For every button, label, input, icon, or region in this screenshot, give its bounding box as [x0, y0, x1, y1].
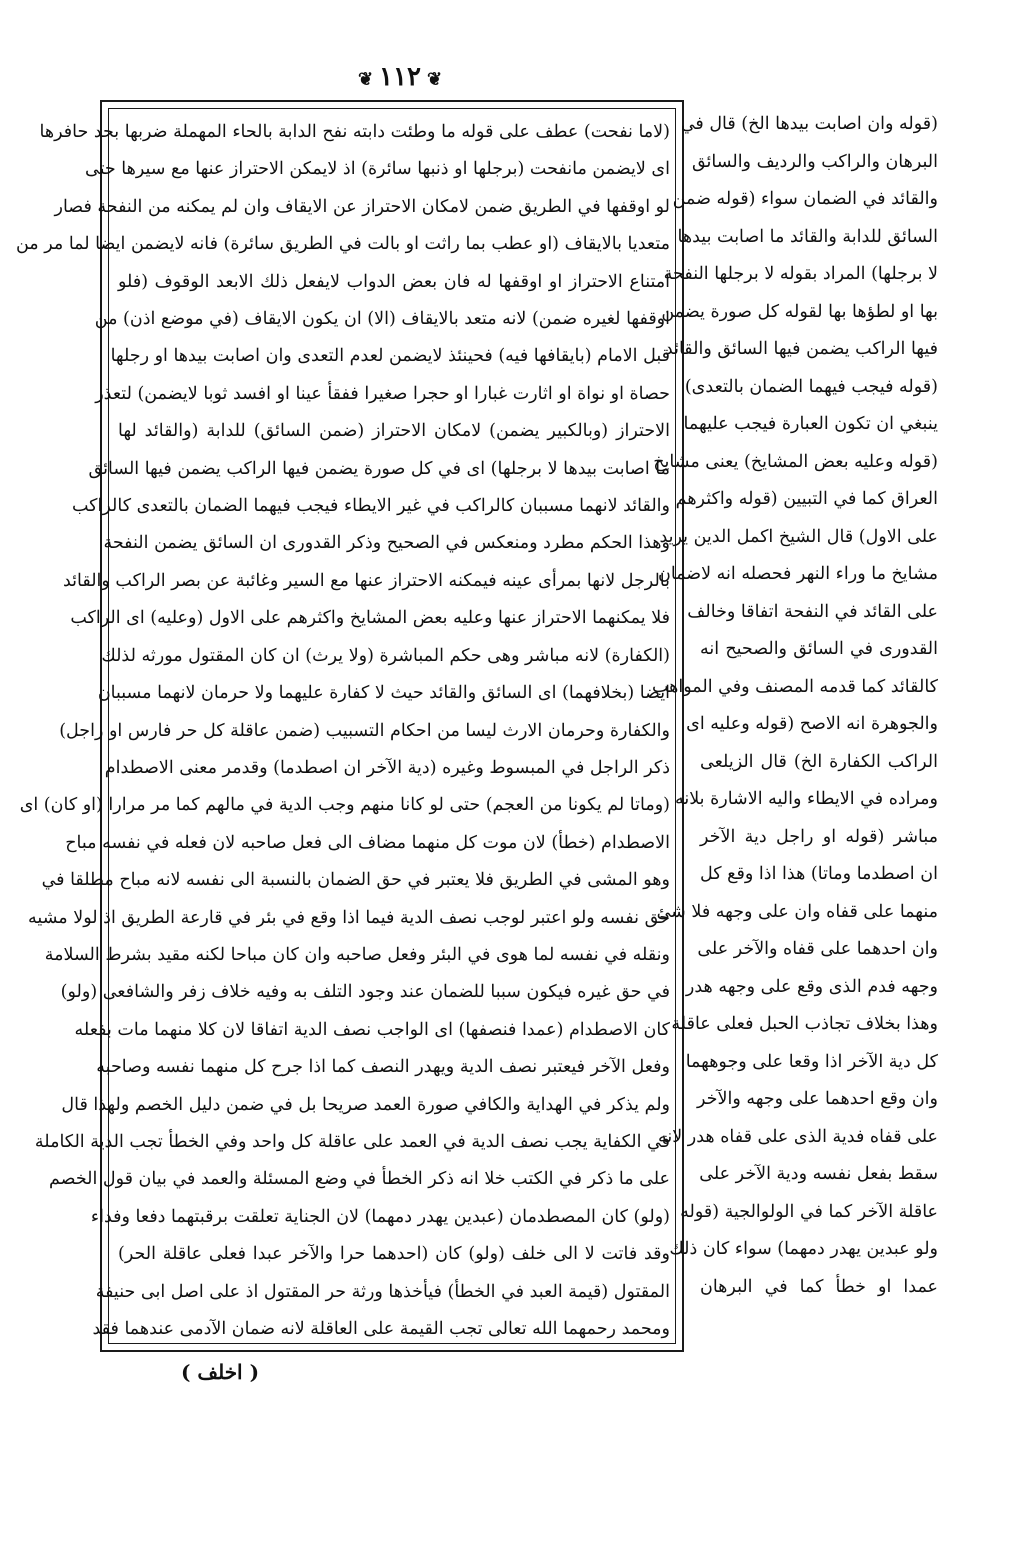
main-text-line: ونقله في نفسه لما هوى في البئر وفعل صاحبه وان كان مباحا لكنه مقيد بشرط السلامة — [44, 944, 670, 965]
main-text-line: ومحمد رحمهما الله تعالى تجب القيمة على العاقلة لانه ضمان الآدمى عندهما فقد — [92, 1319, 670, 1339]
marginal-text-line: ان اصطدما وماتا) هذا اذا وقع كل — [700, 864, 938, 884]
main-text-line: والقائد لانهما مسببان كالراكب في غير الايطاء فيجب فيهما الضمان بالتعدى كالراكب — [72, 496, 670, 517]
main-text-line: ذكر الراجل في المبسوط وغيره (دية الآخر ان اصطدما) وقدمر معنى الاصطدام — [104, 757, 670, 778]
main-text-column — [15, 114, 670, 1339]
marginal-text-line: وان احدهما على قفاه والآخر على — [697, 939, 938, 959]
main-text-line: (ولو) كان المصطدمان (عبدين يهدر دمهما) لان الجناية تعلقت برقبتهما دفعا وفداء — [90, 1206, 670, 1227]
marginal-text-line: سقط بفعل نفسه ودية الآخر على — [699, 1164, 938, 1184]
marginal-text-line: البرهان والراكب والرديف والسائق — [691, 151, 938, 172]
marginal-text-line: (قوله وعليه بعض المشايخ) يعنى مشايخ — [653, 451, 938, 472]
marginal-text-line: على قفاه فدية الذى على قفاه هدر لانه — [658, 1126, 938, 1147]
main-text-line: والكفارة وحرمان الارث ليسا من احكام التسبيب (ضمن عاقلة كل حر فارس او راجل) — [59, 720, 670, 741]
marginal-text-line: القدورى في السائق والصحيح انه — [700, 639, 938, 659]
main-text-line: على ما ذكر في الكتب خلا انه ذكر الخطأ في وضع المسئلة والعمد في بيان قول الخصم — [49, 1169, 670, 1190]
main-text-line: لو اوقفها في الطريق ضمن لامكان الاحتراز عن الايقاف وان لم يمكنه من النفحة فصار — [54, 196, 670, 217]
marginal-text-line: عاقلة الآخر كما في الولوالجية (قوله — [680, 1201, 938, 1222]
main-text-line: متعديا بالايقاف (او عطب بما راثت او بالت في الطريق سائرة) فانه لايضمن ايضا لما مر من — [15, 234, 670, 255]
marginal-text-line: منهما على قفاه وان على وجهه فلا شئ — [656, 901, 938, 922]
main-text-line: ايضا (بخلافهما) اى السائق والقائد حيث لا كفارة عليهما ولا حرمان لانهما مسببان — [97, 683, 670, 704]
marginal-text-line: (قوله فيجب فيهما الضمان بالتعدى) — [684, 376, 938, 397]
main-text-line: ولم يذكر في الهداية والكافي صورة العمد صريحا بل في ضمن دليل الخصم ولهذا قال — [61, 1094, 670, 1115]
marginal-text-line: على القائد في النفحة اتفاقا وخالف — [687, 601, 938, 622]
marginal-text-line: وان وقع احدهما على وجهه والآخر — [697, 1089, 938, 1109]
marginal-text-line: ومراده في الايطاء واليه الاشارة بلانه — [674, 789, 938, 809]
marginal-text-line: كالقائد كما قدمه المصنف وفي المواهب — [651, 676, 938, 697]
ornament-left-icon: ❦ — [426, 69, 443, 90]
main-text-line: في الكفاية يجب نصف الدية في العمد على عاقلة كل واحد وفي الخطأ تجب الدية الكاملة — [34, 1131, 670, 1152]
page-number — [300, 62, 500, 92]
main-text-line: (وماتا لم يكونا من العجم) حتى لو كانا منهم وجب الدية في مالهم كما مر مرارا (او كان) اى — [19, 795, 670, 816]
main-text-line: امتناع الاحتراز او اوقفها له فان بعض الدواب لايفعل ذلك الابعد الوقوف (فلو — [118, 271, 670, 292]
main-text-line: (لاما نفحت) عطف على قوله ما وطئت دابته نفح الدابة بالحاء المهملة ضربها بحد حافرها — [39, 122, 670, 142]
marginal-text-line: (قوله وان اصابت بيدها الخ) قال في — [680, 114, 938, 134]
marginal-text-line: الراكب الكفارة الخ) قال الزيلعى — [700, 751, 938, 772]
marginal-text-line: على الاول) قال الشيخ اكمل الدين يريد — [659, 526, 938, 547]
marginal-text-line: والجوهرة انه الاصح (قوله وعليه اى — [686, 714, 938, 734]
marginal-text-line: السائق للدابة والقائد ما اصابت بيدها — [677, 226, 938, 247]
marginal-text-line: لا برجلها) المراد بقوله لا برجلها النفحة — [663, 264, 938, 284]
main-text-line: وهذا الحكم مطرد ومنعكس في الصحيح وذكر القدورى ان السائق يضمن النفحة — [103, 533, 670, 554]
main-text-line: ما اصابت بيدها لا برجلها) اى في كل صورة يضمن فيها الراكب يضمن فيها السائق — [88, 458, 670, 479]
marginal-commentary-column — [651, 106, 938, 1297]
main-text-line: كان الاصطدام (عمدا فنصفها) اى الواجب نصف الدية اتفاقا لان كلا منهما مات بفعله — [74, 1019, 670, 1040]
marginal-text-line: بها او لطؤها بها لقوله كل صورة يضمن — [661, 301, 938, 322]
main-text-line: فلا يمكنهما الاحتراز عنها وعليه بعض المشايخ واكثرهم على الاول (وعليه) اى الراكب — [70, 608, 670, 629]
marginal-text-line: ينبغي ان تكون العبارة فيجب عليهما — [683, 414, 938, 434]
marginal-text-line: ولو عبدين يهدر دمهما) سواء كان ذلك — [669, 1239, 938, 1259]
marginal-text-line: عمدا او خطأ كما في البرهان — [700, 1276, 938, 1297]
ornament-right-icon: ❦ — [357, 69, 374, 90]
marginal-text-line: العراق كما في التبيين (قوله واكثرهم — [675, 489, 938, 509]
page-number-text: ١١٢ — [379, 62, 421, 92]
main-text-line: وفعل الآخر فيعتبر نصف الدية ويهدر النصف كما اذا جرح كل منهما نفسه وصاحبه — [96, 1057, 670, 1078]
main-text-line: الاحتراز (وبالكبير يضمن) لامكان الاحتراز (ضمن السائق) للدابة (والقائد لها — [118, 421, 670, 442]
main-text-line: اى لايضمن مانفحت (برجلها او ذنبها سائرة) اذ لايمكن الاحتراز عنها مع سيرها حتى — [85, 159, 670, 180]
marginal-text-line: وجهه فدم الذى وقع على وجهه هدر — [685, 976, 938, 997]
main-text-line: وهو المشى في الطريق فلا يعتبر في حق الضمان بالنسبة الى نفسه لانه مباح مطلقا في — [41, 870, 670, 891]
marginal-text-line: والقائد في الضمان سواء (قوله ضمن — [672, 189, 938, 209]
marginal-text-line: مشايخ ما وراء النهر فحصله انه لاضمان — [657, 564, 938, 584]
main-text-line: (الكفارة) لانه مباشر وهى حكم المباشرة (ولا يرث) ان كان المقتول مورثه لذلك — [101, 645, 670, 666]
main-text-line: قبل الامام (بايقافها فيه) فحينئذ لايضمن لعدم التعدى وان اصابت بيدها او رجلها — [110, 346, 670, 367]
main-text-line: الاصطدام (خطأ) لان موت كل منهما مضاف الى فعل صاحبه لان فعله في نفسه مباح — [65, 832, 670, 853]
main-text-line: حصاة او نواة او اثارت غبارا او حجرا صغيرا ففقأ عينا او افسد ثوبا لايضمن) لتعذر — [95, 383, 670, 404]
main-text-line: بالرجل لانها بمرأى عينه فيمكنه الاحتراز عنها مع السير وغائبة عن بصر الراكب والقائد — [62, 570, 670, 591]
main-text-line: في حق غيره فيكون سببا للضمان عند وجود التلف به وفيه خلاف زفر والشافعى (ولو) — [60, 982, 670, 1003]
marginal-text-line: فيها الراكب يضمن فيها السائق والقائد — [664, 339, 938, 359]
main-text-line: وقد فاتت لا الى خلف (ولو) كان (احدهما حرا والآخر عبدا فعلى عاقلة الحر) — [118, 1244, 670, 1265]
main-text-line: المقتول (قيمة العبد في الخطأ) فيأخذها ورثة حر المقتول اذ على اصل ابى حنيفة — [95, 1281, 670, 1302]
main-text-line: حق نفسه ولو اعتبر لوجب نصف الدية فيما اذا وقع في بئر في قارعة الطريق اذ لولا مشيه — [28, 907, 670, 928]
main-text-line: اوقفها لغيره ضمن) لانه متعد بالايقاف (الا) ان يكون الايقاف (في موضع اذن) من — [94, 309, 670, 330]
catchword: ( اخلف ) — [180, 1360, 260, 1384]
marginal-text-line: وهذا بخلاف تجاذب الحبل فعلى عاقلة — [671, 1014, 938, 1034]
marginal-text-line: مباشر (قوله او راجل دية الآخر — [700, 826, 938, 847]
marginal-text-line: كل دية الآخر اذا وقعا على وجوههما — [685, 1051, 938, 1072]
